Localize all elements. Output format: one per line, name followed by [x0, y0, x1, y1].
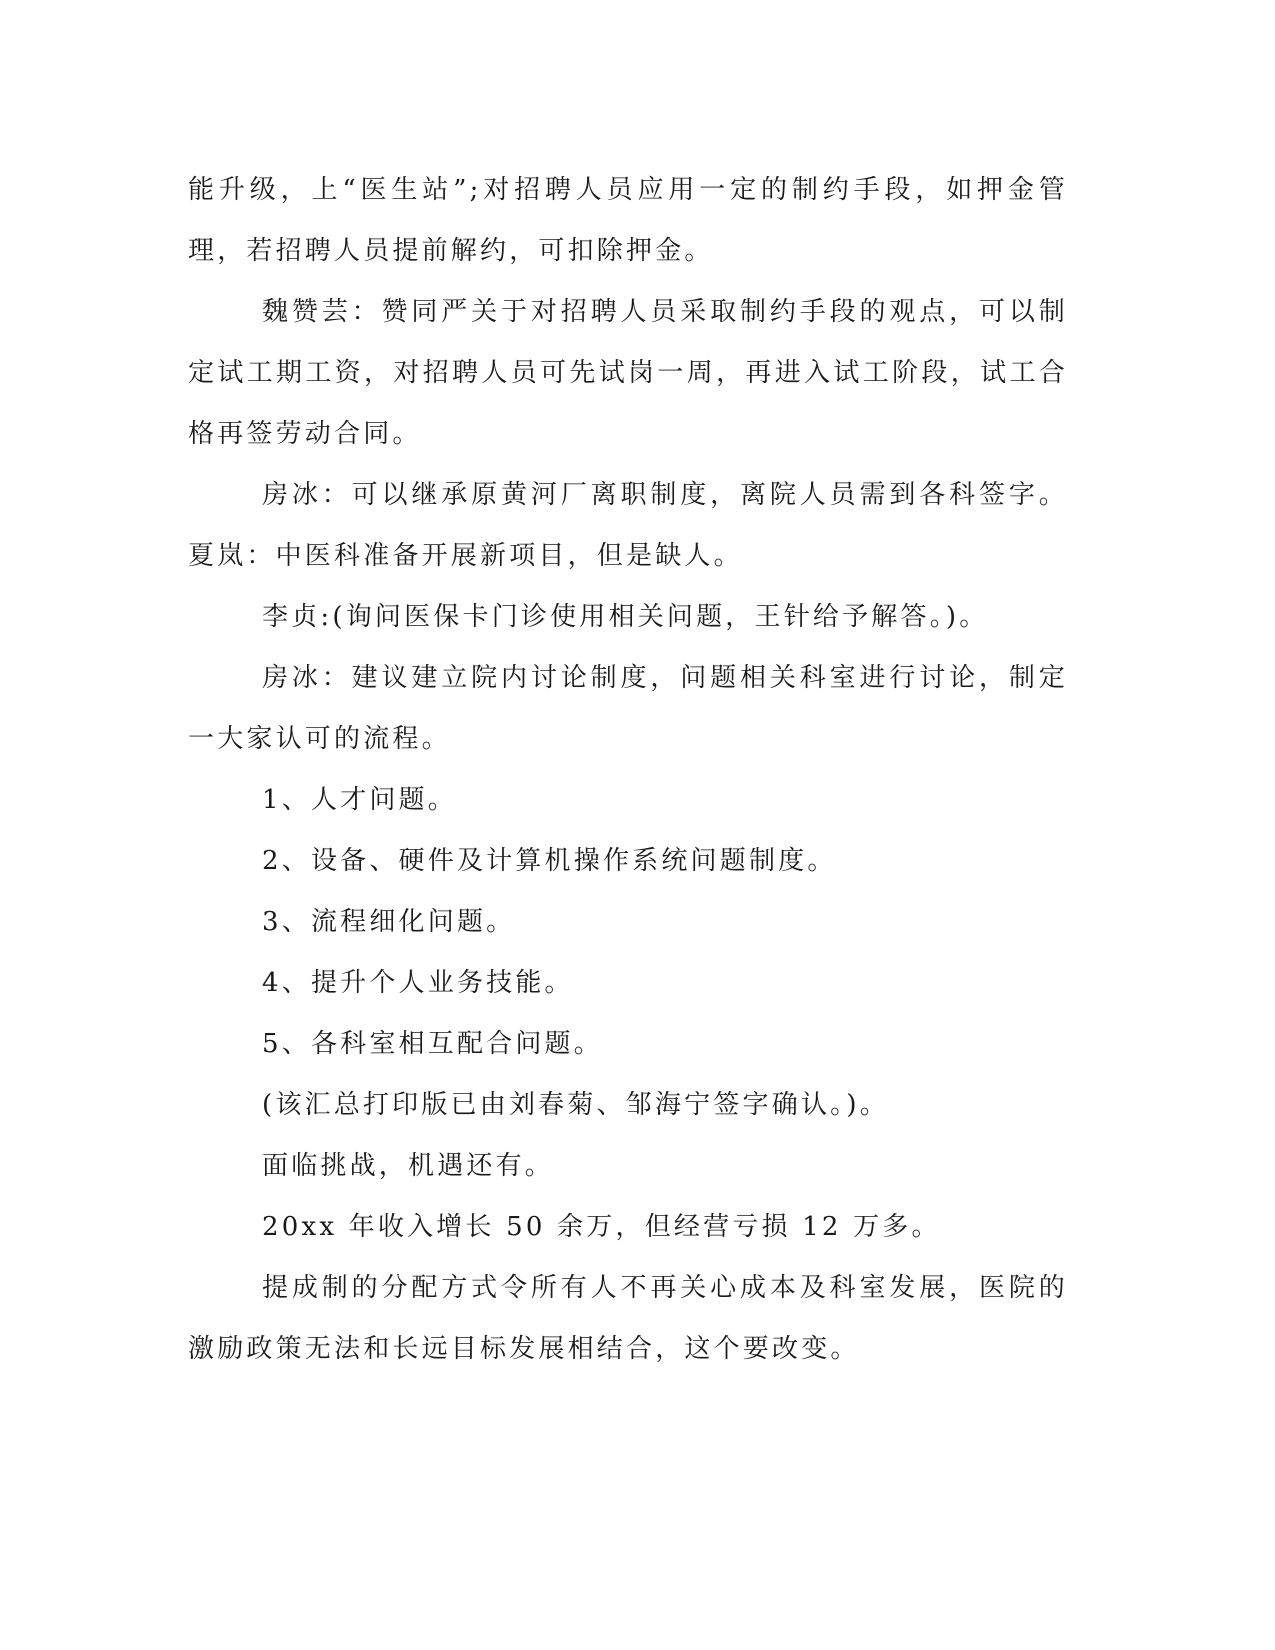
paragraph: 20xx 年收入增长 50 余万，但经营亏损 12 万多。 [262, 1212, 941, 1242]
paragraph: (该汇总打印版已由刘春菊、邹海宁签字确认。)。 [262, 1090, 889, 1120]
paragraph: 房冰：可以继承原黄河厂离职制度，离院人员需到各科签字。夏岚：中医科准备开展新项目，但是缺人。 [188, 480, 1068, 571]
paragraph: 魏赞芸：赞同严关于对招聘人员采取制约手段的观点，可以制定试工期工资，对招聘人员可先试岗一周，再进入试工阶段，试工合格再签劳动合同。 [188, 297, 1068, 449]
list-item: 4、提升个人业务技能。 [262, 968, 574, 998]
paragraph: 能升级，上“医生站”;对招聘人员应用一定的制约手段，如押金管理，若招聘人员提前解约，可扣除押金。 [188, 175, 1068, 266]
paragraph: 李贞:(询问医保卡门诊使用相关问题，王针给予解答。)。 [262, 602, 989, 632]
document-body [188, 160, 1068, 1380]
paragraph: 面临挑战，机遇还有。 [262, 1151, 555, 1181]
paragraph: 提成制的分配方式令所有人不再关心成本及科室发展，医院的激励政策无法和长远目标发展相结合，这个要改变。 [188, 1273, 1068, 1364]
paragraph: 房冰：建议建立院内讨论制度，问题相关科室进行讨论，制定一大家认可的流程。 [188, 663, 1068, 754]
list-item: 3、流程细化问题。 [262, 907, 516, 937]
list-item: 2、设备、硬件及计算机操作系统问题制度。 [262, 846, 837, 876]
list-item: 5、各科室相互配合问题。 [262, 1029, 603, 1059]
list-item: 1、人才问题。 [262, 785, 457, 815]
